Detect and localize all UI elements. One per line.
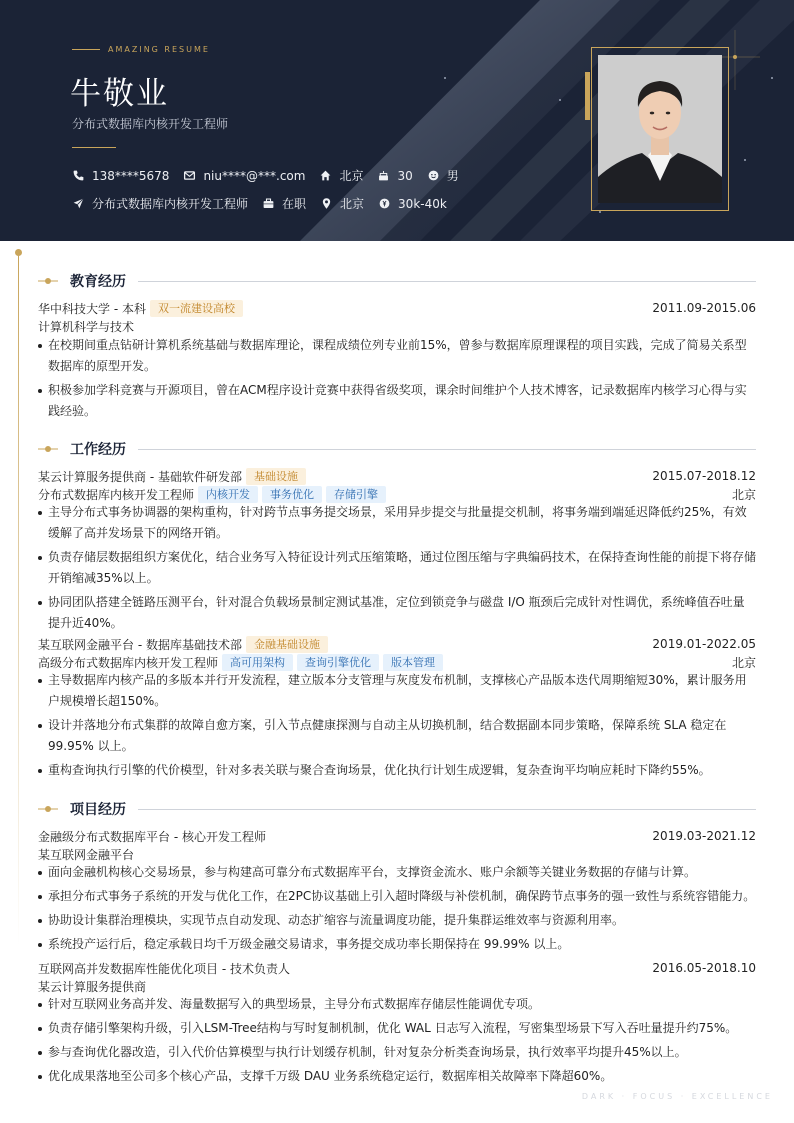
contact-city (319, 167, 363, 184)
skill-tag: 存储引擎 (326, 486, 386, 503)
section-marker-icon (38, 802, 58, 816)
eyebrow-line (72, 49, 100, 50)
send-icon (72, 197, 85, 210)
job-1-role: 分布式数据库内核开发工程师 (38, 487, 195, 502)
job-intent-row (72, 195, 461, 212)
job-2-company-tag: 金融基础设施 (246, 636, 328, 653)
list-item: 设计并落地分布式集群的故障自愈方案，引入节点健康探测与自动主从切换机制，结合数据副本同步策略，保障系统 SLA 稳定在 99.95% 以上。 (38, 715, 756, 757)
gender-text: 男 (446, 169, 459, 183)
project-2-name-group (38, 960, 290, 977)
list-item: 面向金融机构核心交易场景，参与构建高可靠分布式数据库平台，支撑资金流水、账户余额等关键业务数据的存储与计算。 (38, 862, 756, 883)
section-title-projects: 项目经历 (70, 802, 126, 818)
skill-tag: 高可用架构 (222, 654, 293, 671)
list-item: 参与查询优化器改造，引入代价估算模型与执行计划缓存机制，针对复杂分析类查询场景，执行效率平均提升45%以上。 (38, 1042, 756, 1063)
intent-city-text: 北京 (340, 197, 365, 211)
home-icon (319, 169, 332, 182)
list-item: 承担分布式事务子系统的开发与优化工作，在2PC协议基础上引入超时降级与补偿机制，确保跨节点事务的强一致性与系统容错能力。 (38, 886, 756, 907)
intent-status (262, 195, 306, 212)
eyebrow-text: AMAZING RESUME (108, 45, 210, 54)
project-2-org: 某云计算服务提供商 (38, 979, 147, 994)
project-1-name: 金融级分布式数据库平台 - 核心开发工程师 (38, 829, 266, 844)
list-item: 协助设计集群治理模块，实现节点自动发现、动态扩缩容与流量调度功能，提升集群运维效率与资源利用率。 (38, 910, 756, 931)
list-item: 负责存储层数据组织方案优化，结合业务写入特征设计列式压缩策略，通过位图压缩与字典编码技术，在保持查询性能的前提下将存储开销缩减35%以上。 (38, 547, 756, 589)
mail-icon (183, 169, 196, 182)
intent-position (72, 195, 248, 212)
contact-gender (427, 167, 459, 184)
job-1-bullets (38, 502, 756, 637)
education-major: 计算机科学与技术 (38, 319, 135, 334)
job-2-company: 某互联网金融平台 - 数据库基础技术部 (38, 637, 242, 652)
intent-city (320, 195, 364, 212)
contact-phone (72, 169, 169, 183)
portrait-illustration (598, 55, 722, 203)
list-item: 针对互联网业务高并发、海量数据写入的典型场景，主导分布式数据库存储层性能调优专项。 (38, 994, 756, 1015)
section-work-heading (38, 439, 756, 459)
project-1-header-row (38, 827, 756, 845)
phone-icon (72, 169, 85, 182)
education-date: 2011.09-2015.06 (652, 301, 756, 315)
timeline-line (18, 256, 19, 946)
education-school: 华中科技大学 - 本科 (38, 301, 146, 316)
contact-age (377, 169, 412, 183)
contact-row (72, 167, 473, 184)
section-marker-icon (38, 442, 58, 456)
project-1-date: 2019.03-2021.12 (652, 829, 756, 843)
education-tag: 双一流建设高校 (150, 300, 243, 317)
section-rule (138, 449, 756, 450)
job-2-date: 2019.01-2022.05 (652, 637, 756, 651)
city-text: 北京 (339, 169, 364, 183)
job-1-role-group (38, 486, 386, 503)
cake-icon (377, 169, 390, 182)
project-2-name: 互联网高并发数据库性能优化项目 - 技术负责人 (38, 961, 290, 976)
section-projects-heading (38, 799, 756, 819)
intent-salary (378, 197, 447, 211)
project-2-date: 2016.05-2018.10 (652, 961, 756, 975)
skill-tag: 事务优化 (262, 486, 322, 503)
job-2-city: 北京 (731, 655, 756, 670)
project-2-org-group (38, 978, 146, 995)
job-1-company-tag: 基础设施 (246, 468, 306, 485)
section-education-heading (38, 271, 756, 291)
project-2-header-row (38, 959, 756, 977)
job-1-date: 2015.07-2018.12 (652, 469, 756, 483)
section-rule (138, 281, 756, 282)
list-item: 负责存储引擎架构升级，引入LSM-Tree结构与写时复制机制，优化 WAL 日志写入流程，写密集型场景下写入吞吐量提升约75%。 (38, 1018, 756, 1039)
list-item: 主导分布式事务协调器的架构重构，针对跨节点事务提交场景，采用异步提交与批量提交机制，将事务端到端延迟降低约25%，有效缓解了高并发场景下的网络开销。 (38, 502, 756, 544)
photo-accent-bar (585, 72, 590, 120)
briefcase-icon (262, 197, 275, 210)
skill-tag: 版本管理 (383, 654, 443, 671)
list-item: 协同团队搭建全链路压测平台，针对混合负载场景制定测试基准，定位到锁竞争与磁盘 I/O 瓶颈后完成针对性调优，系统峰值吞吐量提升近40%。 (38, 592, 756, 634)
resume-header (0, 0, 794, 241)
candidate-name: 牛敬业 (70, 76, 169, 112)
face-icon (427, 169, 440, 182)
salary-text: 30k-40k (398, 196, 447, 211)
job-1-role-row (38, 485, 756, 503)
section-marker-icon (38, 274, 58, 288)
list-item: 在校期间重点钻研计算机系统基础与数据库理论，课程成绩位列专业前15%，曾参与数据库原理课程的项目实践，完成了简易关系型数据库的原型开发。 (38, 335, 756, 377)
timeline-dot (15, 249, 22, 256)
skill-tag: 内核开发 (198, 486, 258, 503)
eyebrow-label (72, 45, 210, 54)
section-title-education: 教育经历 (70, 274, 126, 290)
project-1-org-group (38, 846, 134, 863)
job-2-bullets (38, 670, 756, 784)
project-1-org: 某互联网金融平台 (38, 847, 135, 862)
status-text: 在职 (282, 197, 307, 211)
location-pin-icon (320, 197, 333, 210)
position-text: 分布式数据库内核开发工程师 (92, 197, 249, 211)
education-bullets (38, 335, 756, 425)
job-2-role-group (38, 654, 443, 671)
contact-email (183, 169, 305, 183)
job-1-header-row (38, 467, 756, 485)
phone-text: 138****5678 (92, 168, 170, 183)
footer-watermark: DARK · FOCUS · EXCELLENCE (581, 1092, 773, 1101)
job-2-company-group (38, 636, 328, 653)
job-1-company-group (38, 468, 306, 485)
job-2-role: 高级分布式数据库内核开发工程师 (38, 655, 219, 670)
divider-line (72, 147, 116, 148)
education-header-row (38, 299, 756, 317)
section-rule (138, 809, 756, 810)
education-major-row (38, 317, 756, 335)
project-1-name-group (38, 828, 266, 845)
list-item: 重构查询执行引擎的代价模型，针对多表关联与聚合查询场景，优化执行计划生成逻辑，复杂查询平均响应耗时下降约55%。 (38, 760, 756, 781)
email-text: niu****@***.com (203, 168, 306, 183)
list-item: 积极参加学科竞赛与开源项目，曾在ACM程序设计竞赛中获得省级奖项，课余时间维护个人技术博客，记录数据库内核学习心得与实践经验。 (38, 380, 756, 422)
project-1-bullets (38, 862, 756, 958)
project-2-org-row (38, 977, 756, 995)
list-item: 主导数据库内核产品的多版本并行开发流程，建立版本分支管理与灰度发布机制，支撑核心产品版本迭代周期缩短30%，累计服务用户规模增长超150%。 (38, 670, 756, 712)
job-2-role-row (38, 653, 756, 671)
candidate-title: 分布式数据库内核开发工程师 (72, 117, 229, 131)
list-item: 优化成果落地至公司多个核心产品，支撑千万级 DAU 业务系统稳定运行，数据库相关故障率下降超60%。 (38, 1066, 756, 1087)
list-item: 系统投产运行后，稳定承载日均千万级金融交易请求，事务提交成功率长期保持在 99.99% 以上。 (38, 934, 756, 955)
project-1-org-row (38, 845, 756, 863)
section-title-work: 工作经历 (70, 442, 126, 458)
education-school-group (38, 300, 243, 317)
project-2-bullets (38, 994, 756, 1090)
profile-photo (598, 55, 722, 203)
job-2-header-row (38, 635, 756, 653)
money-icon (378, 197, 391, 210)
age-text: 30 (397, 168, 413, 183)
skill-tag: 查询引擎优化 (297, 654, 379, 671)
job-1-company: 某云计算服务提供商 - 基础软件研发部 (38, 469, 242, 484)
job-1-city: 北京 (731, 487, 756, 502)
education-major-group (38, 318, 134, 335)
